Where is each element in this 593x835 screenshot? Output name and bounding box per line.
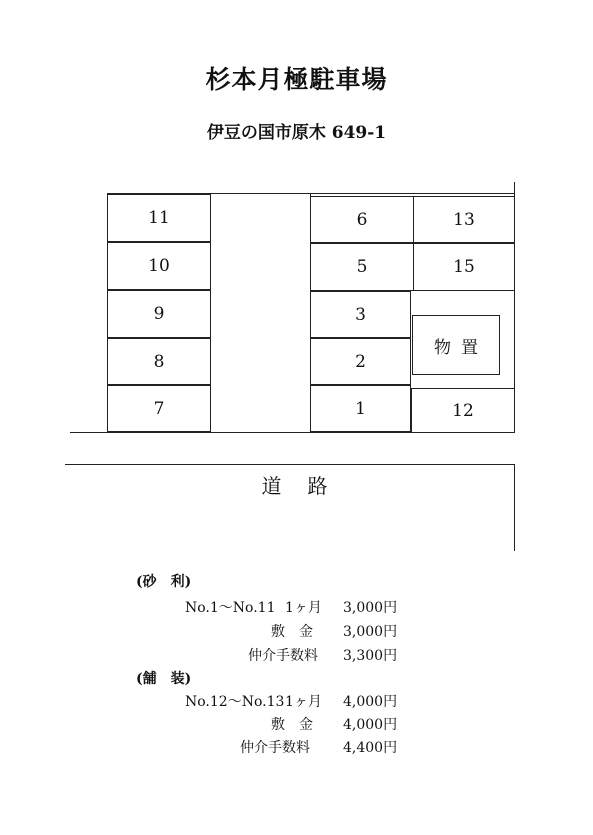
gravel-monthly-label: 1ヶ月 xyxy=(285,600,322,616)
lot-12: 12 xyxy=(411,388,515,433)
paved-fee-price: 4,400円 xyxy=(343,740,398,756)
gravel-heading: (砂 利) xyxy=(136,574,192,590)
paved-monthly-price: 4,000円 xyxy=(343,694,398,710)
lot-6: 6 xyxy=(310,196,414,243)
page-title: 杉本月極駐車場 xyxy=(205,65,388,94)
paved-heading: (舗 装) xyxy=(136,671,192,687)
paved-range: No.12～No.13 xyxy=(185,694,285,710)
storage-shed: 物置 xyxy=(412,315,500,375)
lot-1: 1 xyxy=(310,385,411,432)
road-edge-top xyxy=(65,464,515,465)
lot-5: 5 xyxy=(310,243,414,291)
lot-9: 9 xyxy=(107,290,211,338)
lot-2: 2 xyxy=(310,338,411,385)
paved-fee-label: 仲介手数料 xyxy=(240,740,310,756)
gravel-deposit-label: 敷 金 xyxy=(271,624,313,640)
lot-13: 13 xyxy=(413,196,515,243)
lot-8: 8 xyxy=(107,338,211,385)
gravel-range: No.1～No.11 xyxy=(185,600,276,616)
gravel-fee-label: 仲介手数料 xyxy=(248,648,318,664)
lot-3: 3 xyxy=(310,291,411,338)
lot-7: 7 xyxy=(107,385,211,432)
paved-monthly-label: 1ヶ月 xyxy=(285,694,322,710)
road-label: 道路 xyxy=(261,474,354,498)
lot-15: 15 xyxy=(413,243,515,291)
address: 伊豆の国市原木 649-1 xyxy=(206,123,387,143)
lot-11: 11 xyxy=(107,194,211,242)
lot-10: 10 xyxy=(107,242,211,290)
gravel-fee-price: 3,300円 xyxy=(343,648,398,664)
paved-deposit-label: 敷 金 xyxy=(271,717,313,733)
gravel-monthly-price: 3,000円 xyxy=(343,600,398,616)
paved-deposit-price: 4,000円 xyxy=(343,717,398,733)
gravel-deposit-price: 3,000円 xyxy=(343,624,398,640)
